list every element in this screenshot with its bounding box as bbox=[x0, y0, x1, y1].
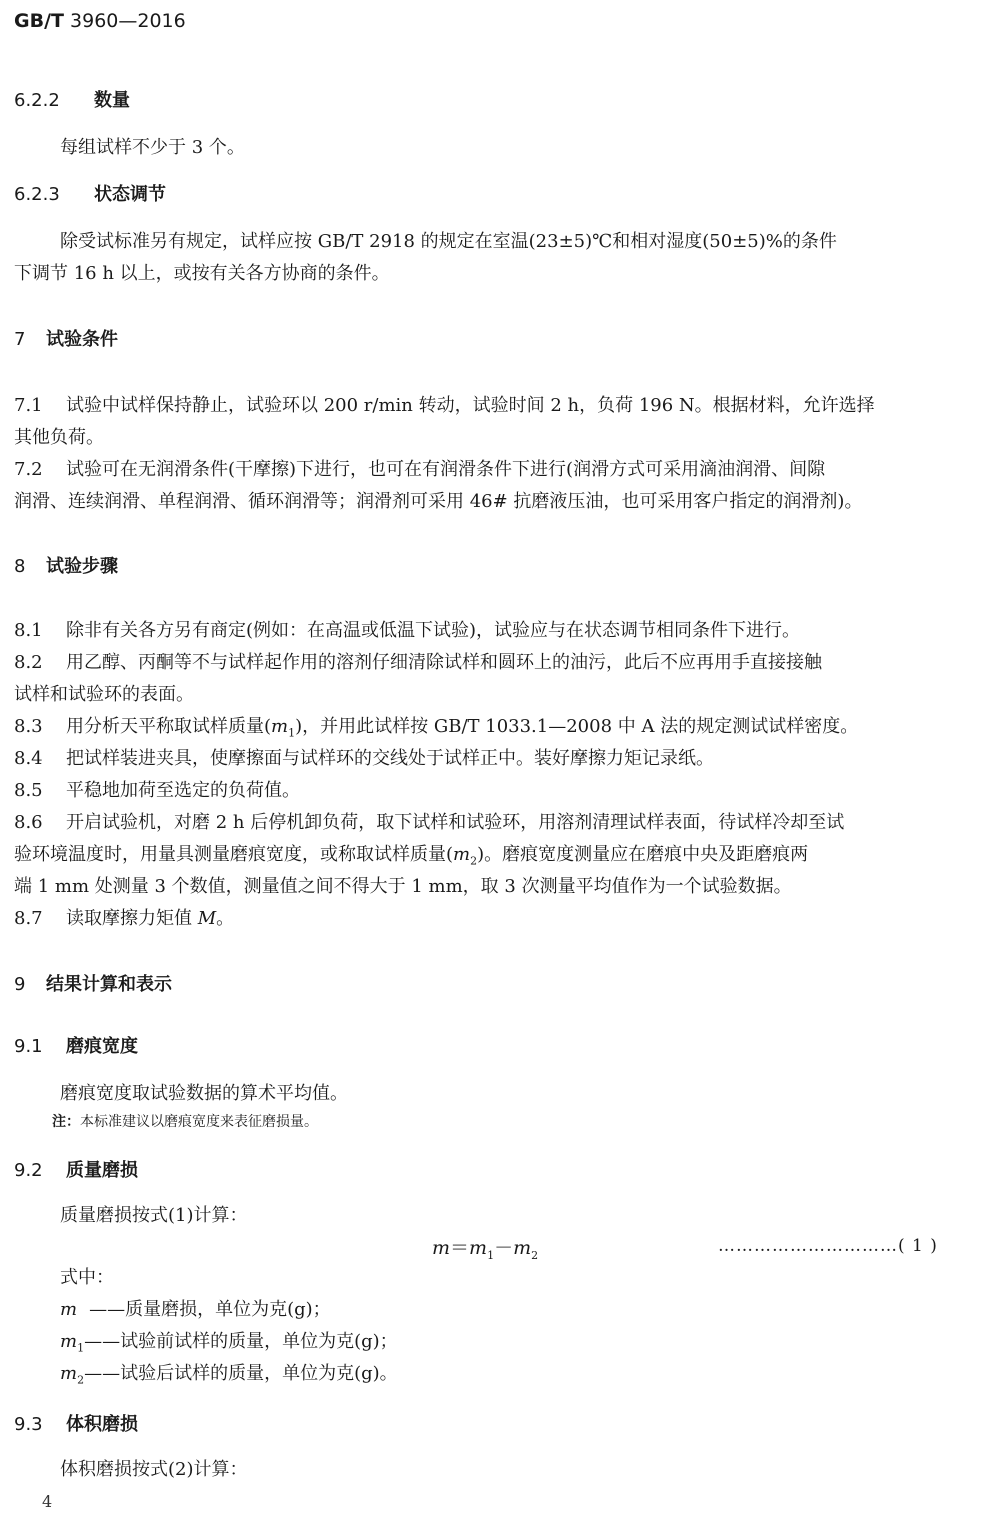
heading-9-2: 9.2 质量磨损 bbox=[14, 1160, 138, 1181]
standard-number: 3960—2016 bbox=[70, 10, 186, 32]
page-header bbox=[14, 10, 186, 32]
paragraph-7-1-line2: 其他负荷。 bbox=[14, 427, 104, 448]
paragraph-8-1: 8.1 除非有关各方另有商定(例如：在高温或低温下试验)，试验应与在状态调节相同条件下进行。 bbox=[14, 620, 801, 641]
note-9-1: 注：本标准建议以磨痕宽度来表征磨损量。 bbox=[52, 1114, 318, 1130]
paragraph-6-2-3-line1: 除受试标准另有规定，试样应按 GB/T 2918 的规定在室温(23±5)℃和相对湿度(50±5)%的条件 bbox=[60, 231, 837, 252]
definition-m2: $m_2——$试验后试样的质量，单位为克(g)。 bbox=[60, 1363, 398, 1387]
heading-9: 9 结果计算和表示 bbox=[14, 974, 172, 995]
definition-m1: $m_1——$试验前试样的质量，单位为克(g)； bbox=[60, 1331, 398, 1355]
definition-m: m ——质量磨损，单位为克(g)； bbox=[60, 1299, 331, 1320]
paragraph-8-6-line2: 验环境温度时，用量具测量磨痕宽度，或称取试样质量$(m_2)$。磨痕宽度测量应在磨痕中央及距磨痕两 bbox=[14, 844, 809, 868]
paragraph-8-6-line1: 8.6 开启试验机，对磨 2 h 后停机卸负荷，取下试样和试验环，用溶剂清理试样表面，待试样冷却至试 bbox=[14, 812, 845, 833]
paragraph-7-2-line1: 7.2 试验可在无润滑条件(干摩擦)下进行，也可在有润滑条件下进行(润滑方式可采用滴油润滑、间隙 bbox=[14, 459, 826, 480]
equation-1: $m=m_1-m_2$ bbox=[432, 1237, 539, 1262]
paragraph-8-4: 8.4 把试样装进夹具，使摩擦面与试样环的交线处于试样正中。装好摩擦力矩记录纸。 bbox=[14, 748, 714, 769]
standard-code: GB/T bbox=[14, 10, 64, 32]
where-label: 式中： bbox=[60, 1267, 114, 1288]
paragraph-8-5: 8.5 平稳地加荷至选定的负荷值。 bbox=[14, 780, 300, 801]
paragraph-9-2: 质量磨损按式(1)计算： bbox=[60, 1205, 248, 1226]
paragraph-6-2-2: 每组试样不少于 3 个。 bbox=[60, 137, 245, 158]
paragraph-8-2-line2: 试样和试验环的表面。 bbox=[14, 684, 194, 705]
heading-6-2-3: 6.2.3 状态调节 bbox=[14, 184, 166, 205]
paragraph-8-2-line1: 8.2 用乙醇、丙酮等不与试样起作用的溶剂仔细清除试样和圆环上的油污，此后不应再用手直接接触 bbox=[14, 652, 822, 673]
heading-7: 7 试验条件 bbox=[14, 329, 118, 350]
paragraph-9-1: 磨痕宽度取试验数据的算术平均值。 bbox=[60, 1083, 348, 1104]
paragraph-7-1-line1: 7.1 试验中试样保持静止，试验环以 200 r/min 转动，试验时间 2 h，负荷 196 N。根据材料，允许选择 bbox=[14, 395, 875, 416]
paragraph-9-3: 体积磨损按式(2)计算： bbox=[60, 1459, 248, 1480]
heading-9-1: 9.1 磨痕宽度 bbox=[14, 1036, 138, 1057]
heading-8: 8 试验步骤 bbox=[14, 556, 118, 577]
paragraph-7-2-line2: 润滑、连续润滑、单程润滑、循环润滑等；润滑剂可采用 46# 抗磨液压油，也可采用客户指定的润滑剂)。 bbox=[14, 491, 863, 512]
paragraph-8-3: 8.3 用分析天平称取试样质量$(m_1)$，并用此试样按 GB/T 1033.1—2008 中 A 法的规定测试试样密度。 bbox=[14, 716, 859, 740]
paragraph-8-7: 8.7 读取摩擦力矩值 M。 bbox=[14, 908, 235, 929]
paragraph-6-2-3-line2: 下调节 16 h 以上，或按有关各方协商的条件。 bbox=[14, 263, 390, 284]
heading-6-2-2: 6.2.2 数量 bbox=[14, 90, 130, 111]
page-number: 4 bbox=[42, 1492, 53, 1511]
equation-1-number: …………………………( 1 ) bbox=[718, 1236, 938, 1256]
heading-9-3: 9.3 体积磨损 bbox=[14, 1414, 138, 1435]
paragraph-8-6-line3: 端 1 mm 处测量 3 个数值，测量值之间不得大于 1 mm，取 3 次测量平均值作为一个试验数据。 bbox=[14, 876, 792, 897]
